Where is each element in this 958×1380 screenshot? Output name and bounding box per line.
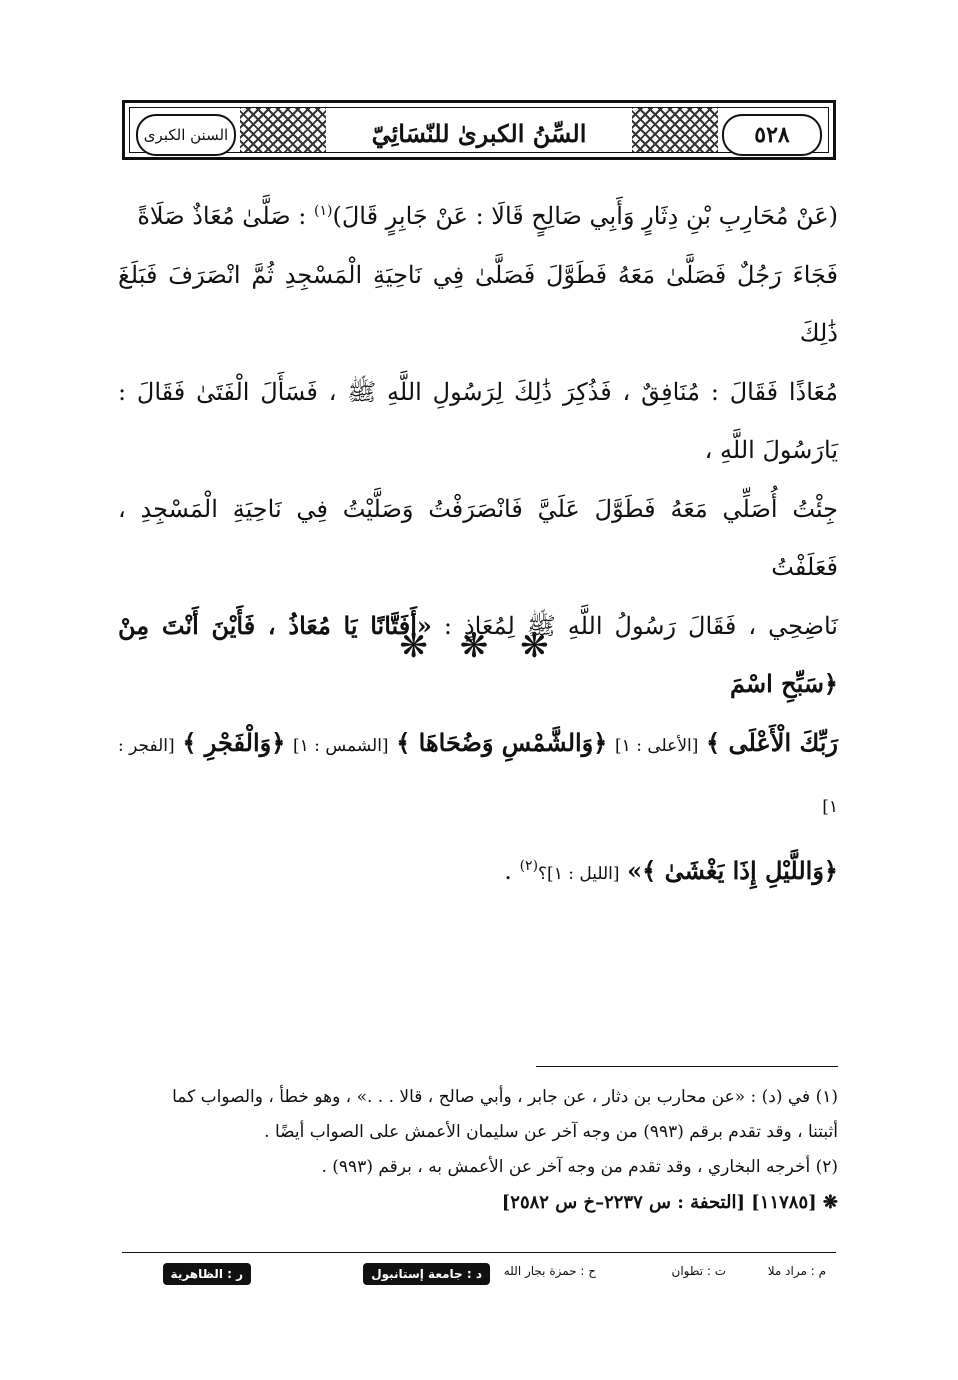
header-frame [129,107,829,153]
footnote-divider [536,1066,838,1067]
text-line-7 [118,837,838,904]
book-title: السِّنُ الكبرىٰ للنّسَائِيّ [330,114,628,152]
text-line-1-end: : صَلَّىٰ مُعَاذٌ صَلَاةً [137,202,314,230]
hadith-reference: ❋ [١١٧٨٥] [التحفة : س ٢٢٣٧–خ س ٢٥٨٢] [501,1192,838,1213]
footnote-marker-1: (١) [313,203,333,219]
manuscript-h: ح : حمزة بجار الله [503,1264,596,1278]
footnotes [118,1080,838,1220]
text-line-7-end: . [504,856,520,885]
text-line-5-start: نَاضِحِي ، فَقَالَ رَسُولُ اللَّهِ ﷺ لِمُعَاذٍ : [443,611,838,640]
text-line-1-start: (عَنْ مُحَارِبِ بْنِ دِثَارٍ وَأَبِي صَالِحٍ قَالَا : عَنْ جَابِرٍ قَالَ) [332,202,838,230]
hadith-text [118,182,838,903]
footnote-2: (٢) أخرجه البخاري ، وقد تقدم من وجه آخر عن الأعمش به ، برقم (٩٩٣) . [321,1157,838,1177]
header-ornament-left [240,108,326,152]
footnote-1-line-2: أثبتنا ، وقد تقدم برقم (٩٩٣) من وجه آخر عن سليمان الأعمش على الصواب أيضًا . [264,1122,838,1142]
text-line-6 [118,714,838,837]
verse-ref-layl: [الليل : ١]؟ [538,863,620,884]
manuscript-d: د : جامعة إستانبول [363,1263,490,1285]
verse-ref-ala: [الأعلى : ١] [615,735,699,756]
manuscript-t: ت : تطوان [671,1264,726,1278]
page-header [122,100,836,160]
text-line-2: فَجَاءَ رَجُلٌ فَصَلَّىٰ مَعَهُ فَطَوَّلَ فَصَلَّىٰ فِي نَاحِيَةِ الْمَسْجِدِ ثُمَّ انْصَرَفَ فَبَلَغَ ذَٰلِكَ [118,260,838,347]
verse-ref-fajr: [الفجر : ١] [118,735,838,817]
prophet-quote: «أَفَتَّانًا يَا مُعَاذُ ، فَأَيْنَ أَنْتَ مِنْ ﴿سَبِّحِ اسْمَ [118,610,838,698]
page-number: ٥٢٨ [722,114,822,156]
header-ornament-right [632,108,718,152]
quran-verse-layl: ﴿وَاللَّيْلِ إِذَا يَغْشَىٰ ﴾» [627,855,838,885]
manuscript-sigla-bar [122,1260,836,1290]
quran-verse-shams: ﴿وَالشَّمْسِ وَضُحَاهَا ﴾ [396,727,608,757]
footnote-marker-2: (٢) [519,857,539,874]
book-emblem-text: السنن الكبرى [143,126,229,144]
text-line-3: مُعَاذًا فَقَالَ : مُنَافِقٌ ، فَذُكِرَ ذَٰلِكَ لِرَسُولِ اللَّهِ ﷺ ، فَسَأَلَ الْفَتَىٰ فَقَالَ : يَارَسُولَ اللَّهِ ، [118,377,838,464]
section-separator: ❋ ❋ ❋ [399,626,559,666]
bottom-divider [122,1252,836,1253]
manuscript-r: ر : الظاهرية [163,1263,251,1285]
quran-verse-fajr: ﴿وَالْفَجْرِ ﴾ [182,727,286,757]
text-line-1 [118,182,838,246]
manuscript-m: م : مراد ملا [767,1264,826,1278]
quran-verse-ala: رَبِّكَ الْأَعْلَى ﴾ [706,727,839,757]
footnote-1-line-1: (١) في (د) : «عن محارب بن دثار ، عن جابر ، وأبي صالح ، قالا . . .» ، وهو خطأ ، والصواب كما [172,1087,838,1107]
verse-ref-shams: [الشمس : ١] [292,735,389,756]
text-line-4: جِئْتُ أُصَلِّي مَعَهُ فَطَوَّلَ عَلَيَّ فَانْصَرَفْتُ وَصَلَّيْتُ فِي نَاحِيَةِ الْمَسْجِدِ ، فَعَلَفْتُ [118,494,838,581]
book-emblem [136,114,236,156]
